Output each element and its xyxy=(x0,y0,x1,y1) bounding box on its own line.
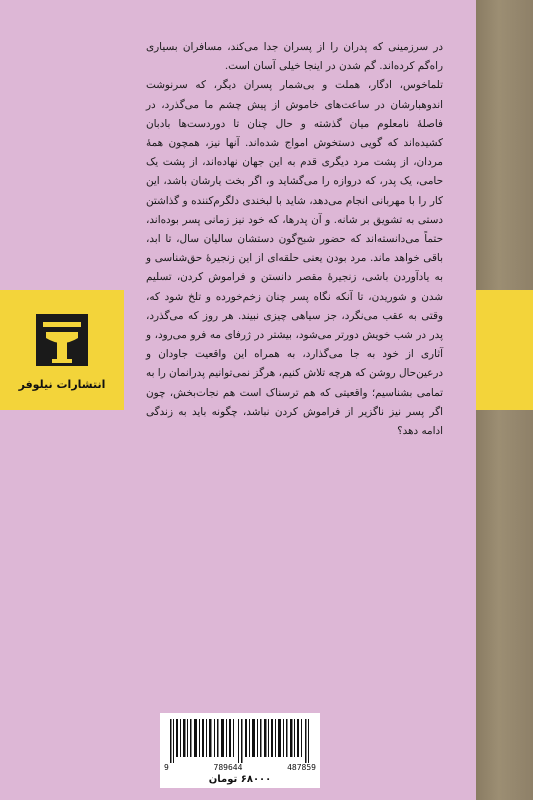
nilufar-logo-icon xyxy=(30,308,94,372)
publisher-logo-block xyxy=(0,290,124,410)
barcode-digit-group: 9 xyxy=(164,763,169,772)
spine-yellow-strip xyxy=(476,290,533,410)
blurb-paragraph: در سرزمینی که پدران را از پسران جدا می‌کند، مسافران بسیاری راه‌گم کرده‌اند. گم شدن در اینجا خیلی آسان است. xyxy=(146,41,443,73)
back-cover-blurb xyxy=(146,38,443,441)
barcode-icon xyxy=(168,719,312,763)
barcode-digit-group: 487859 xyxy=(287,763,316,772)
barcode-digit-group: 789644 xyxy=(213,763,243,772)
barcode-digits xyxy=(164,763,316,772)
price-label: ۶۸۰۰۰ تومان xyxy=(208,774,272,785)
barcode-label xyxy=(160,713,320,788)
blurb-paragraph: تلماخوس، ادگار، هملت و بی‌شمار پسران دیگر، که سرنوشت اندوهبارشان در ساعت‌های خاموش از پیش چشم ما می‌گذرد، در فاصلهٔ نامعلوم میان گذشته و حال چنان تا دوردست‌ها بادبان کشیده‌اند که گویی دستخوش امواج شده‌اند. آنها نیز، همچون همهٔ مردان، از پشت مرد دیگری قدم به این جهان نهاده‌اند، از پشت یک حامی، یک پدر، که دروازه را می‌گشاید و، اگر بخت یارشان باشد، این کار را با مهربانی انجام می‌دهد، شاید با لبخندی دلگرم‌کننده و گذاشتن دستی به تشویق بر شانه. و آن پدرها، که خود نیز زمانی پسر بوده‌اند، حتماً می‌دانسته‌اند که حضور شبح‌گون دستشان سالیان سال، تا ابد، باقی خواهد ماند. مرد بودن یعنی حلقه‌ای از این زنجیرهٔ حق‌شناسی و به یادآوردن باشی، زنجیرهٔ مقصر دانستن و فراموش کردن، تسلیم شدن و شوریدن، تا آنکه نگاه پسر چنان زخم‌خورده و تلخ شود که، وقتی به عقب می‌نگرد، جز سیاهی چیزی نبیند. هر روز که می‌گذرد، پدر در شب خویش دورتر می‌شود، بیشتر در ژرفای مه فرو می‌رود، و آثاری از خود به جا می‌گذارد، به همراه این واقعیت جاودان و درعین‌حال روشن که هرچه تلاش کنیم، هرگز نمی‌توانیم پدرانمان را به تمامی بشناسیم؛ واقعیتی که هم ترسناک است هم نجات‌بخش، چون اگر پسر نیز ناگزیر از فراموش کردن نباشد، چگونه باید به زندگی ادامه دهد؟ xyxy=(146,79,443,438)
publisher-name: انتشارات نیلوفر xyxy=(18,378,106,391)
